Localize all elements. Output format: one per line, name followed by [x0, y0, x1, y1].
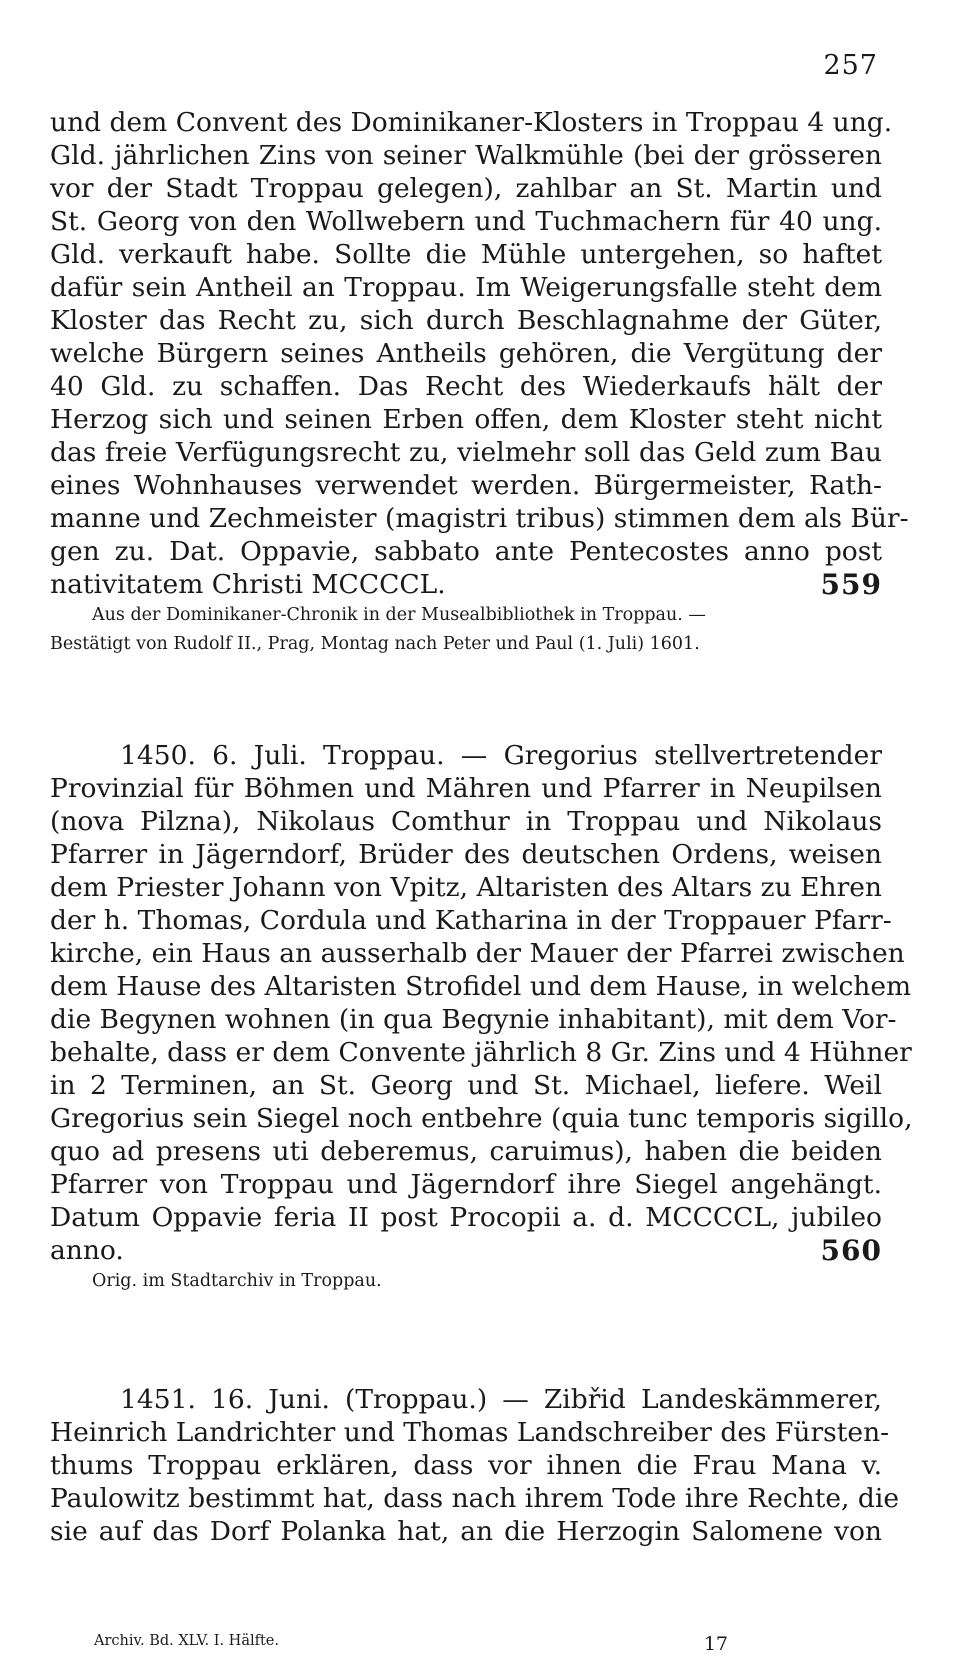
- text-line-last: [50, 568, 882, 601]
- text-line: thums Troppau erklären, dass vor ihnen die Frau Mana v.: [50, 1450, 882, 1481]
- text-line: dafür sein Antheil an Troppau. Im Weigerungsfalle steht dem: [50, 272, 882, 303]
- entry-559: [50, 106, 909, 659]
- last-line-text: nativitatem Christi MCCCCL.: [50, 569, 446, 600]
- text-line: Pfarrer in Jägerndorf, Brüder des deutschen Ordens, weisen: [50, 839, 882, 870]
- entry-number: 560: [820, 1234, 882, 1267]
- page-number: 257: [823, 50, 878, 81]
- text-line-last: [50, 1234, 882, 1267]
- entry-1451: [50, 1383, 900, 1548]
- text-line: welche Bürgern seines Antheils gehören, die Vergütung der: [50, 338, 882, 369]
- text-line: 40 Gld. zu schaffen. Das Recht des Wiederkaufs hält der: [50, 371, 882, 402]
- text-line: Paulowitz bestimmt hat, dass nach ihrem Tode ihre Rechte, die: [50, 1483, 900, 1514]
- text-line: (nova Pilzna), Nikolaus Comthur in Troppau und Nikolaus: [50, 806, 882, 837]
- text-line: Heinrich Landrichter und Thomas Landschreiber des Fürsten-: [50, 1417, 890, 1448]
- text-line: Herzog sich und seinen Erben offen, dem Kloster steht nicht: [50, 404, 882, 435]
- text-line: 1450. 6. Juli. Troppau. — Gregorius stellvertretender: [120, 740, 882, 771]
- text-line: Pfarrer von Troppau und Jägerndorf ihre Siegel angehängt.: [50, 1169, 882, 1200]
- text-line: quo ad presens uti deberemus, caruimus), haben die beiden: [50, 1136, 882, 1167]
- text-line: behalte, dass er dem Convente jährlich 8 Gr. Zins und 4 Hühner: [50, 1037, 912, 1068]
- signature-mark: 17: [703, 1633, 728, 1655]
- text-line: dem Hause des Altaristen Strofidel und dem Hause, in welchem: [50, 971, 912, 1002]
- text-line: Gld. verkauft habe. Sollte die Mühle untergehen, so haftet: [50, 239, 882, 270]
- text-line: eines Wohnhauses verwendet werden. Bürgermeister, Rath-: [50, 470, 882, 501]
- text-line: vor der Stadt Troppau gelegen), zahlbar an St. Martin und: [50, 173, 882, 204]
- text-line: Gld. jährlichen Zins von seiner Walkmühle (bei der grösseren: [50, 140, 882, 171]
- footer-source: Archiv. Bd. XLV. I. Hälfte.: [94, 1633, 279, 1649]
- text-line: Kloster das Recht zu, sich durch Beschlagnahme der Güter,: [50, 305, 882, 336]
- text-line: kirche, ein Haus an ausserhalb der Mauer der Pfarrei zwischen: [50, 938, 905, 969]
- text-line: Datum Oppavie feria II post Procopii a. d. MCCCCL, jubileo: [50, 1202, 882, 1233]
- text-line: 1451. 16. Juni. (Troppau.) — Zibřid Landeskämmerer,: [120, 1384, 882, 1415]
- text-line: sie auf das Dorf Polanka hat, an die Herzogin Salomene von: [50, 1516, 882, 1547]
- text-line: gen zu. Dat. Oppavie, sabbato ante Pentecostes anno post: [50, 536, 882, 567]
- text-line: dem Priester Johann von Vpitz, Altaristen des Altars zu Ehren: [50, 872, 882, 903]
- text-line: die Begynen wohnen (in qua Begynie inhabitant), mit dem Vor-: [50, 1004, 897, 1035]
- page-footer: [94, 1633, 728, 1655]
- source-note: Bestätigt von Rudolf II., Prag, Montag nach Peter und Paul (1. Juli) 1601.: [50, 634, 700, 654]
- text-line: das freie Verfügungsrecht zu, vielmehr soll das Geld zum Bau: [50, 437, 882, 468]
- text-line: St. Georg von den Wollwebern und Tuchmachern für 40 ung.: [50, 206, 882, 237]
- text-line: und dem Convent des Dominikaner-Klosters in Troppau 4 ung.: [50, 107, 893, 138]
- text-line: in 2 Terminen, an St. Georg und St. Michael, liefere. Weil: [50, 1070, 882, 1101]
- entry-number: 559: [820, 568, 882, 601]
- entry-560: [50, 739, 913, 1296]
- text-line: Gregorius sein Siegel noch entbehre (quia tunc temporis sigillo,: [50, 1103, 913, 1134]
- text-line: der h. Thomas, Cordula und Katharina in der Troppauer Pfarr-: [50, 905, 892, 936]
- last-line-text: anno.: [50, 1235, 124, 1266]
- text-line: Provinzial für Böhmen und Mähren und Pfarrer in Neupilsen: [50, 773, 882, 804]
- text-line: manne und Zechmeister (magistri tribus) stimmen dem als Bür-: [50, 503, 909, 534]
- source-note: Orig. im Stadtarchiv in Troppau.: [92, 1271, 382, 1291]
- source-note: Aus der Dominikaner-Chronik in der Musealbibliothek in Troppau. —: [92, 605, 706, 625]
